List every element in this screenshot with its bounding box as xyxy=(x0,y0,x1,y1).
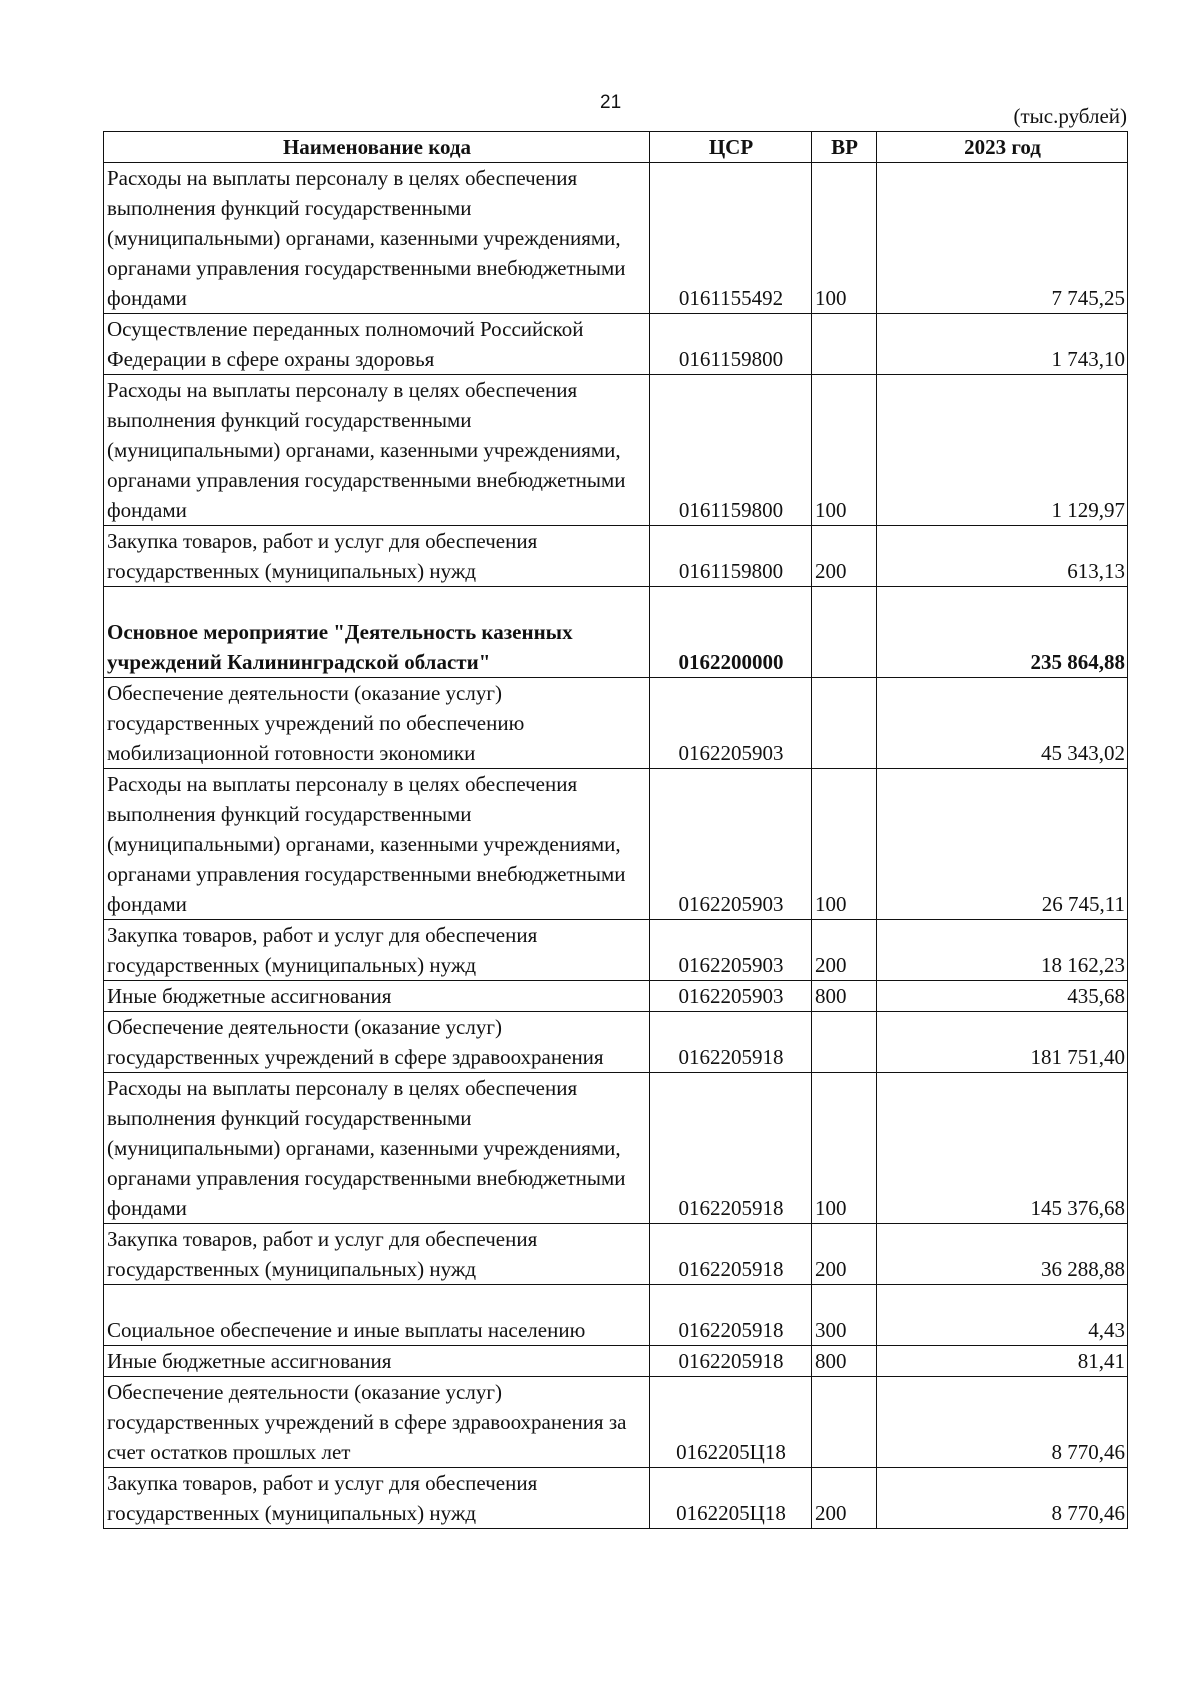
cell-name: Закупка товаров, работ и услуг для обеспечения государственных (муниципальных) нужд xyxy=(104,920,650,981)
table-row xyxy=(104,678,1128,769)
table-row xyxy=(104,163,1128,314)
cell-csr: 0162205918 xyxy=(650,1012,812,1073)
cell-name: Иные бюджетные ассигнования xyxy=(104,1346,650,1377)
cell-name: Закупка товаров, работ и услуг для обеспечения государственных (муниципальных) нужд xyxy=(104,1224,650,1285)
page-number: 21 xyxy=(600,92,622,113)
cell-vr: 200 xyxy=(812,920,877,981)
cell-name: Обеспечение деятельности (оказание услуг) государственных учреждений в сфере здравоохранения за счет остатков прошлых лет xyxy=(104,1377,650,1468)
cell-csr: 0162205903 xyxy=(650,769,812,920)
cell-amount: 7 745,25 xyxy=(877,163,1128,314)
cell-vr xyxy=(812,314,877,375)
cell-amount: 36 288,88 xyxy=(877,1224,1128,1285)
cell-vr: 800 xyxy=(812,1346,877,1377)
cell-csr: 0162205918 xyxy=(650,1073,812,1224)
cell-csr: 0162205903 xyxy=(650,981,812,1012)
cell-amount: 181 751,40 xyxy=(877,1012,1128,1073)
cell-csr: 0161155492 xyxy=(650,163,812,314)
cell-vr: 100 xyxy=(812,163,877,314)
table-row xyxy=(104,1285,1128,1346)
cell-amount: 235 864,88 xyxy=(877,587,1128,678)
table-row xyxy=(104,1012,1128,1073)
cell-name: Закупка товаров, работ и услуг для обеспечения государственных (муниципальных) нужд xyxy=(104,1468,650,1529)
cell-csr: 0161159800 xyxy=(650,375,812,526)
cell-name: Осуществление переданных полномочий Российской Федерации в сфере охраны здоровья xyxy=(104,314,650,375)
cell-csr: 0162205918 xyxy=(650,1224,812,1285)
cell-vr xyxy=(812,678,877,769)
table-row xyxy=(104,920,1128,981)
cell-amount: 1 129,97 xyxy=(877,375,1128,526)
cell-amount: 8 770,46 xyxy=(877,1468,1128,1529)
cell-csr: 0162205Ц18 xyxy=(650,1468,812,1529)
cell-amount: 1 743,10 xyxy=(877,314,1128,375)
cell-amount: 26 745,11 xyxy=(877,769,1128,920)
table-header-row xyxy=(104,132,1128,163)
table-row xyxy=(104,526,1128,587)
cell-csr: 0162200000 xyxy=(650,587,812,678)
table-row xyxy=(104,1377,1128,1468)
cell-name: Расходы на выплаты персоналу в целях обеспечения выполнения функций государственными (муниципальными) органами, казенными учреждениями, органами управления государственными внебюджетными фондами xyxy=(104,163,650,314)
cell-name: Обеспечение деятельности (оказание услуг) государственных учреждений в сфере здравоохранения xyxy=(104,1012,650,1073)
table-row xyxy=(104,1073,1128,1224)
cell-name: Закупка товаров, работ и услуг для обеспечения государственных (муниципальных) нужд xyxy=(104,526,650,587)
cell-amount: 45 343,02 xyxy=(877,678,1128,769)
cell-vr xyxy=(812,1012,877,1073)
header-vr: ВР xyxy=(812,132,877,163)
cell-amount: 613,13 xyxy=(877,526,1128,587)
cell-csr: 0162205903 xyxy=(650,678,812,769)
cell-vr xyxy=(812,587,877,678)
cell-vr: 200 xyxy=(812,1468,877,1529)
table-row xyxy=(104,769,1128,920)
cell-vr: 800 xyxy=(812,981,877,1012)
cell-amount: 18 162,23 xyxy=(877,920,1128,981)
cell-name: Обеспечение деятельности (оказание услуг) государственных учреждений по обеспечению мобилизационной готовности экономики xyxy=(104,678,650,769)
table-row xyxy=(104,1346,1128,1377)
cell-amount: 8 770,46 xyxy=(877,1377,1128,1468)
cell-name: Основное мероприятие "Деятельность казенных учреждений Калининградской области" xyxy=(104,587,650,678)
cell-vr: 200 xyxy=(812,1224,877,1285)
cell-name: Расходы на выплаты персоналу в целях обеспечения выполнения функций государственными (муниципальными) органами, казенными учреждениями, органами управления государственными внебюджетными фондами xyxy=(104,375,650,526)
table-row xyxy=(104,1224,1128,1285)
cell-csr: 0162205918 xyxy=(650,1285,812,1346)
header-csr: ЦСР xyxy=(650,132,812,163)
table-row-main-event xyxy=(104,587,1128,678)
cell-amount: 81,41 xyxy=(877,1346,1128,1377)
cell-vr: 200 xyxy=(812,526,877,587)
cell-name: Расходы на выплаты персоналу в целях обеспечения выполнения функций государственными (муниципальными) органами, казенными учреждениями, органами управления государственными внебюджетными фондами xyxy=(104,1073,650,1224)
cell-csr: 0162205903 xyxy=(650,920,812,981)
table-row xyxy=(104,314,1128,375)
cell-csr: 0161159800 xyxy=(650,314,812,375)
cell-name: Иные бюджетные ассигнования xyxy=(104,981,650,1012)
header-name: Наименование кода xyxy=(104,132,650,163)
cell-vr: 100 xyxy=(812,769,877,920)
table-row xyxy=(104,1468,1128,1529)
cell-name: Расходы на выплаты персоналу в целях обеспечения выполнения функций государственными (муниципальными) органами, казенными учреждениями, органами управления государственными внебюджетными фондами xyxy=(104,769,650,920)
cell-csr: 0161159800 xyxy=(650,526,812,587)
table-row xyxy=(104,375,1128,526)
cell-amount: 4,43 xyxy=(877,1285,1128,1346)
cell-csr: 0162205918 xyxy=(650,1346,812,1377)
cell-csr: 0162205Ц18 xyxy=(650,1377,812,1468)
cell-vr: 300 xyxy=(812,1285,877,1346)
cell-vr: 100 xyxy=(812,1073,877,1224)
header-year: 2023 год xyxy=(877,132,1128,163)
table-row xyxy=(104,981,1128,1012)
cell-amount: 435,68 xyxy=(877,981,1128,1012)
units-label: (тыс.рублей) xyxy=(1013,104,1127,128)
budget-table xyxy=(103,131,1128,1529)
cell-amount: 145 376,68 xyxy=(877,1073,1128,1224)
cell-vr: 100 xyxy=(812,375,877,526)
cell-name: Социальное обеспечение и иные выплаты населению xyxy=(104,1285,650,1346)
cell-vr xyxy=(812,1377,877,1468)
